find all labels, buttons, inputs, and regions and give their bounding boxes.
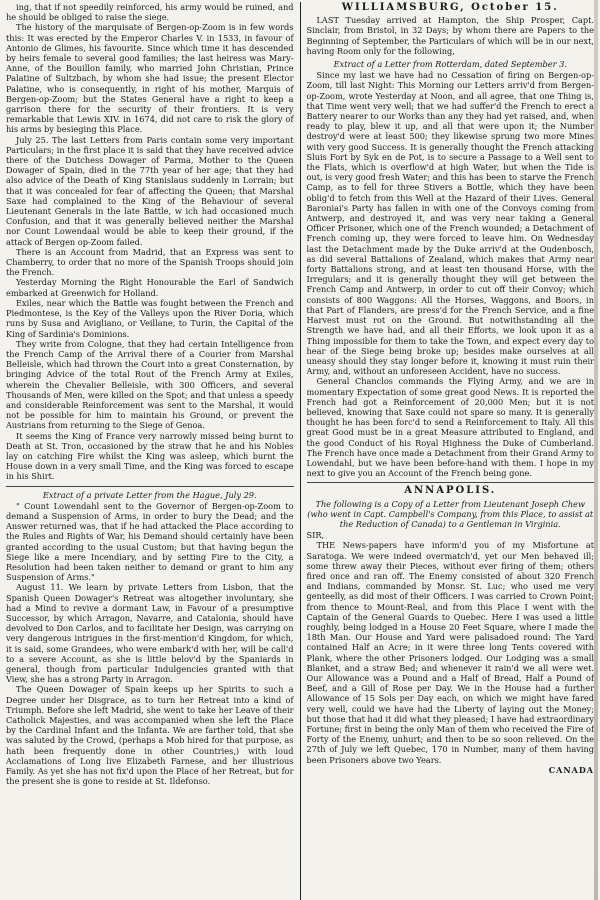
rotterdam-letter-title: Extract of a Letter from Rotterdam, dated September 3. bbox=[333, 59, 567, 70]
article-paragraph: " Count Lowendahl sent to the Governor of Bergen-op-Zoom to demand a Suspension of Arms, in order to bury the Dead; and the Answer returned was, that if he had attacked the Place according to the Rules and Rights of War, his Demand should certainly have been granted according to the usual Custom; but that having begun the Siege like a mere Incendiary, and by setting Fire to the City, a Resolution had been taken neither to demand or grant to him any Suspension of Arms." bbox=[6, 500, 294, 583]
right-column bbox=[307, 2, 595, 900]
article-paragraph: The history of the marquisate of Bergen-op-Zoom is in few words this: It was erected by the Emperor Charles V. in 1533, in favour of Antonio de Glimes, his favourite. Since which time it has descended by heirs female to several good families; the last heiress was Mary-Anne, of the Bouillon family, who married John Christian, Prince Palatine of Sultzbach, by whom she had issue; the present Elector Palatine, who is consequently, in right of his mother, Marquis of Bergen-op-Zoom; but the States General have a right to keep a garrison there for the security of their frontiers. It is very remarkable that Lewis XIV. in 1674, did not care to risk the glory of his arms by besieging this Place. bbox=[6, 22, 294, 135]
hague-letter-title: Extract of a private Letter from the Hague, July 29. bbox=[42, 489, 257, 500]
article-paragraph: They write from Cologne, that they had certain Intelligence from the French Camp of the Arrival there of a Courier from Marshal Belleisle, which had thrown the Court into a great Consternation, by bringing Advice of the total Rout of the French Army at Exiles, wherein the Chevalier Belleisle, with 300 Officers, and several Thousands of Men, were killed on the Spot; and that unless a speedy and considerable Reinforcement was sent to the Marshal, it would not be possible for him to maintain his Ground, or prevent the Austrians from returning to the Siege of Genoa. bbox=[6, 338, 294, 431]
article-paragraph: LAST Tuesday arrived at Hampton, the Ship Prosper, Capt. Sinclair, from Bristol, in 32 Days; by whom there are Papers to the Beginning of September, the Particulars of which will be in our next, having Room only for the following, bbox=[306, 15, 594, 56]
article-paragraph: It seems the King of France very narrowly missed being burnt to Death at St. Tron, occasioned by the straw that he and his Nobles lay on catching Fire whilst the King was asleep, which burnt the House down in a very small Time, and the King was forced to escape in his Shirt. bbox=[6, 430, 294, 482]
williamsburg-heading: WILLIAMSBURG, October 15. bbox=[341, 2, 559, 13]
column-rule bbox=[300, 2, 301, 900]
left-column bbox=[6, 2, 294, 900]
article-paragraph: ing, that if not speedily reinforced, his army would be ruined, and he should be obliged to raise the siege. bbox=[6, 2, 294, 23]
article-paragraph: The Queen Dowager of Spain keeps up her Spirits to such a Degree under her Disgrace, as to turn her Retreat into a kind of Triumph. Before she left Madrid, she went to take her Leave of their Catholick Majesties, and was accompanied when she left the Place by the Cardinal Infant and the Infanta. We are farther told, that she was saluted by the Crowd, (perhaps a Mob hired for that purpose, as hath been frequently done in other Countries,) with loud Acclamations of Long live Elizabeth Farnese, and her illustrious Family. As yet she has not fix'd upon the Place of her Retreat, but for the present she is gone to reside at St. Ildefonso. bbox=[6, 684, 294, 787]
annapolis-heading: ANNAPOLIS. bbox=[404, 485, 497, 497]
article-paragraph: There is an Account from Madrid, that an Express was sent to Chamberry, to order that no more of the Spanish Troops should join the French. bbox=[6, 246, 294, 278]
section-divider bbox=[307, 482, 595, 483]
annapolis-subtitle: The following is a Copy of a Letter from Lieutenant Joseph Chew (who went in Capt. Campbell's Company, from this Place, to assist at the Reduction of Canada) to a Gentleman in Virginia. bbox=[307, 498, 594, 529]
article-paragraph: August 11. We learn by private Letters from Lisbon, that the Spanish Queen Dowager's Retreat was altogether involuntary, she had a Mind to revive a dormant Law, in Favour of a presumptive Successor, by which Arragon, Navarre, and Catalonia, should have devolved to Don Carlos, and to facilitate her Design, was carrying on very dangerous intrigues in the first-mention'd Kingdom, for which, it is said, some Grandees, who were embark'd with her, will be call'd to a severe Account, as she is little belov'd by the Spaniards in general, though from particular Indulgencies granted with that View, she has a strong Party in Arragon. bbox=[6, 582, 294, 685]
article-paragraph: Exiles, near which the Battle was fought between the French and Piedmontese, is the Key of the Valleys upon the River Doria, which runs by Susa and Avigliano, or Veillane, to Turin, the Capital of the King of Sardinia's Dominions. bbox=[6, 297, 294, 339]
catchword: CANADA bbox=[548, 764, 594, 775]
letter-salutation: SIR, bbox=[306, 530, 325, 541]
article-paragraph: Yesterday Morning the Right Honourable the Earl of Sandwich embarked at Greenwich for Holland. bbox=[6, 277, 294, 298]
article-paragraph: Since my last we have had no Cessation of firing on Bergen-op-Zoom, till last Night: This Morning our Letters arriv'd from Bergen-op-Zoom, wrote Yesterday at Noon, and all agree, that one Thing is, that Time went very well; that we had suffer'd the French to erect a Battery nearer to our Works than any they had yet raised, and, when ready to play, blew it up, and all that were upon it; the Number destroy'd were at least 500; they likewise sprung two more Mines with very good Success. It is generally thought the French attacking Sluis Fort by Syk en de Pot, is to secure a Passage to a Well sent to the Flats, which is overflow'd at high Water, but when the Tide is out, is very good fresh Water; and this has been to starve the French Camp, as to fell for three Stivers a Bottle, which they have been oblig'd to fetch from this Well at the Hazard of their Lives. General Baroniai's Party has fallen in with one of the Convoys coming from Antwerp, and destroyed it, and was very near taking a General Officer Prisoner, which one of the French wounded; a Detachment of French coming up, they were forced to leave him. On Wednesday last the Detachment made by the Duke arriv'd at the Oudenbosch, as did several Battalions of Zealand, which makes that Army near forty Battalions strong, and at least ten thousand Horse, with the Irregulars; and it is generally thought they will get between the French Camp and Antwerp, in order to cut off their Convoy; which consists of 800 Waggons: All the Horses, Waggons, and Boors, in that Part of Flanders, are press'd for the French Service, and a fine Harvest must rot on the Ground. But notwithstanding all the Strength we have had, and all their Efforts, we look upon it as a Thing impossible for them to take the Town, and expect every day to hear of the Siege being broke up; besides make ourselves at all uneasy should they stay longer before it, knowing it must ruin their Army, and, without an unforeseen Accident, have no success. bbox=[306, 70, 594, 377]
page-edge bbox=[594, 0, 598, 900]
article-paragraph: General Chanclos commands the Flying Army, and we are in momentary Expectation of some great good News. It is reported the French had got a Reinforcement of 20,000 Men; but it is not believed, knowing that Saxe could not spare so many. It is generally thought he has been forc'd to send a Reinforcement to Italy. All this great Good must be in a great Measure attributed to England, and the good Conduct of his Royal Highness the Duke of Cumberland. The French have once made a Detachment from their Grand Army to Lowendahl, but we have been before-hand with them. I hope in my next to give you an Account of the French being gone. bbox=[306, 376, 594, 479]
article-paragraph: July 25. The last Letters from Paris contain some very important Particulars; in the first place it is said that they have received advice there of the Dutchess Dowager of Parma, Mother to the Queen Dowager of Spain, died in the 77th year of her age; that they had also advice of the Death of King Stanislaus suddenly in Lorrain; but that it was concealed for fear of affecting the Queen; that Marshal Saxe had complained to the King of the Behaviour of several Lieutenant Generals in the late Battle, w ich had occasioned much Confusion, and that it was generally believed neither the Marshal nor Count Lowendaal would be able to keep their ground, if the attack of Bergen op-Zoom failed. bbox=[6, 134, 294, 247]
section-divider bbox=[6, 486, 294, 487]
article-paragraph: THE News-papers have inform'd you of my Misfortune at Saratoga. We were indeed overmatch'd, yet our Men behaved ill; some threw away their Pieces, without ever firing of them; others fired once and ran off. The Enemy consisted of about 320 French and Indians, commanded by Monsr. St. Luc; who used me very genteelly, as did most of their Officers. I was carried to Crown Point; from thence to Mount-Real, and from this Place I went with the Captain of the General Guards to Quebec. Here I was used a little roughly, being lodged in a House 20 Feet Square, where I made the 18th Man. Our House and Yard were palisadoed round: The Yard contained Half an Acre; in it were three long Tents covered with Plank, where the other Prisoners lodged. Our Lodging was a small Blanket, and a straw Bed; and whenever it rain'd we all were wet. Our Allowance was a Pound and a Half of Bread, Half a Pound of Beef, and a Gill of Rose per Day. We in the House had a further Allowance of 15 Sols per Day each, on which we might have fared very well, could we have had the Liberty of laying out the Money; but those that had it did what they pleased; I have had extraordinary Fortune; first in being the only Man of them who received the Fire of Forty of the Enemy, unhurt; and then to be so soon relieved. On the 27th of July we left Quebec, 170 in Number, many of them having been Prisoners above two Years. bbox=[306, 540, 594, 765]
